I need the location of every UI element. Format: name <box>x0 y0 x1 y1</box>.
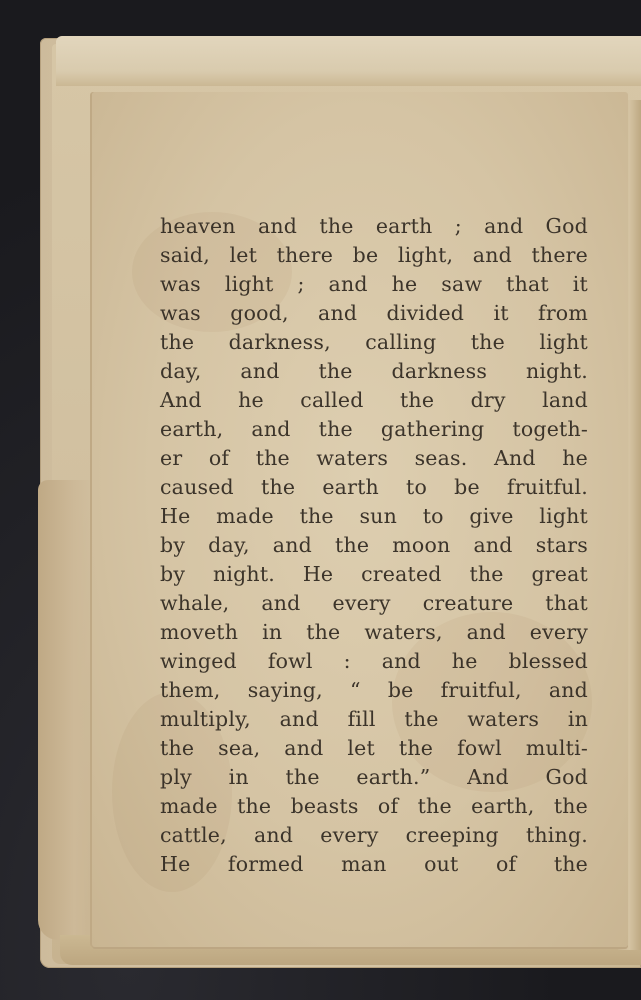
text-line: by day, and the moon and stars <box>160 533 588 557</box>
text-line: said, let there be light, and there <box>160 243 588 267</box>
page-text <box>160 212 588 879</box>
text-line: winged fowl : and he blessed <box>160 649 588 673</box>
text-line: He made the sun to give light <box>160 504 588 528</box>
text-line: heaven and the earth ; and God <box>160 214 588 238</box>
text-line: He formed man out of the <box>160 852 588 876</box>
text-line: the sea, and let the fowl multi- <box>160 736 588 760</box>
text-line: whale, and every creature that <box>160 591 588 615</box>
text-line: ply in the earth.” And God <box>160 765 588 789</box>
text-line: the darkness, calling the light <box>160 330 588 354</box>
text-line: caused the earth to be fruitful. <box>160 475 588 499</box>
text-line: day, and the darkness night. <box>160 359 588 383</box>
text-line: multiply, and fill the waters in <box>160 707 588 731</box>
text-line: earth, and the gathering togeth- <box>160 417 588 441</box>
text-line: And he called the dry land <box>160 388 588 412</box>
text-line: cattle, and every creeping thing. <box>160 823 588 847</box>
text-line: by night. He created the great <box>160 562 588 586</box>
text-line: moveth in the waters, and every <box>160 620 588 644</box>
text-line: was light ; and he saw that it <box>160 272 588 296</box>
torn-left-edge <box>38 480 98 940</box>
text-line: them, saying, “ be fruitful, and <box>160 678 588 702</box>
text-line: made the beasts of the earth, the <box>160 794 588 818</box>
text-line: was good, and divided it from <box>160 301 588 325</box>
book-top-edge <box>56 36 641 86</box>
text-line: er of the waters seas. And he <box>160 446 588 470</box>
